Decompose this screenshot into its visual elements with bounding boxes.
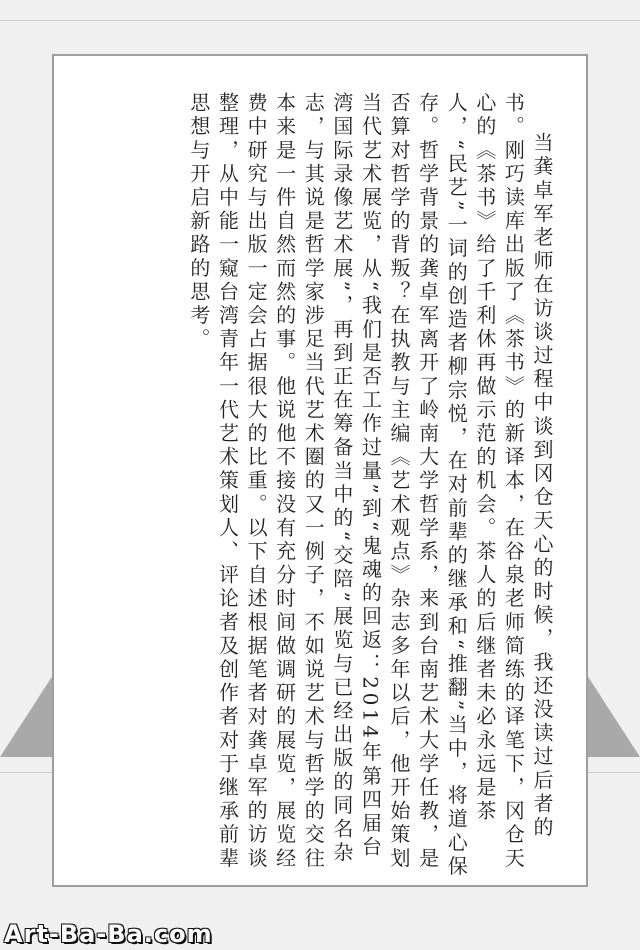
article-paragraph: 当龚卓军老师在访谈过程中谈到冈仓天心的时候，我还没读过后者的书。刚巧读库出版了《茶书》的新译本，在谷泉老师简练的译笔下，冈仓天心的《茶书》给了千利休再做示范的机会。茶人的后继者未必永远是茶人，“民艺”一词的创造者柳宗悦，在对前辈的继承和“推翻”当中，将道心保存。哲学背景的龚卓军离开了岭南大学哲学系，来到台南艺术大学任教，是否算对哲学的背叛？在执教与主编《艺术观点》杂志多年以后，他开始策划当代艺术展览，从“我们是否工作过量”到“鬼魂的回返：2014年第四届台湾国际录像艺术展”，再到正在筹备当中的“交陪”展览与已经出版的同名杂志，与其说是哲学家涉足当代艺术圈的又一例子，不如说艺术与哲学的交往本来是一件自然而然的事。他说他不接没有充分时间做调研的展览，展览经费中研究与出版一定会占据很大的比重。以下自述根据笔者对龚卓军的访谈整理，从中能一窥台湾青年一代艺术策划人、评论者及创作者对于继承前辈思想与开启新路的思考。 [186, 92, 554, 879]
left-decor-triangle [0, 672, 55, 757]
right-decor-triangle [585, 672, 640, 757]
article-text [184, 92, 556, 882]
article-page [52, 54, 588, 887]
background-rule-top [0, 20, 640, 21]
site-watermark: Art-Ba-Ba.com [4, 920, 213, 948]
